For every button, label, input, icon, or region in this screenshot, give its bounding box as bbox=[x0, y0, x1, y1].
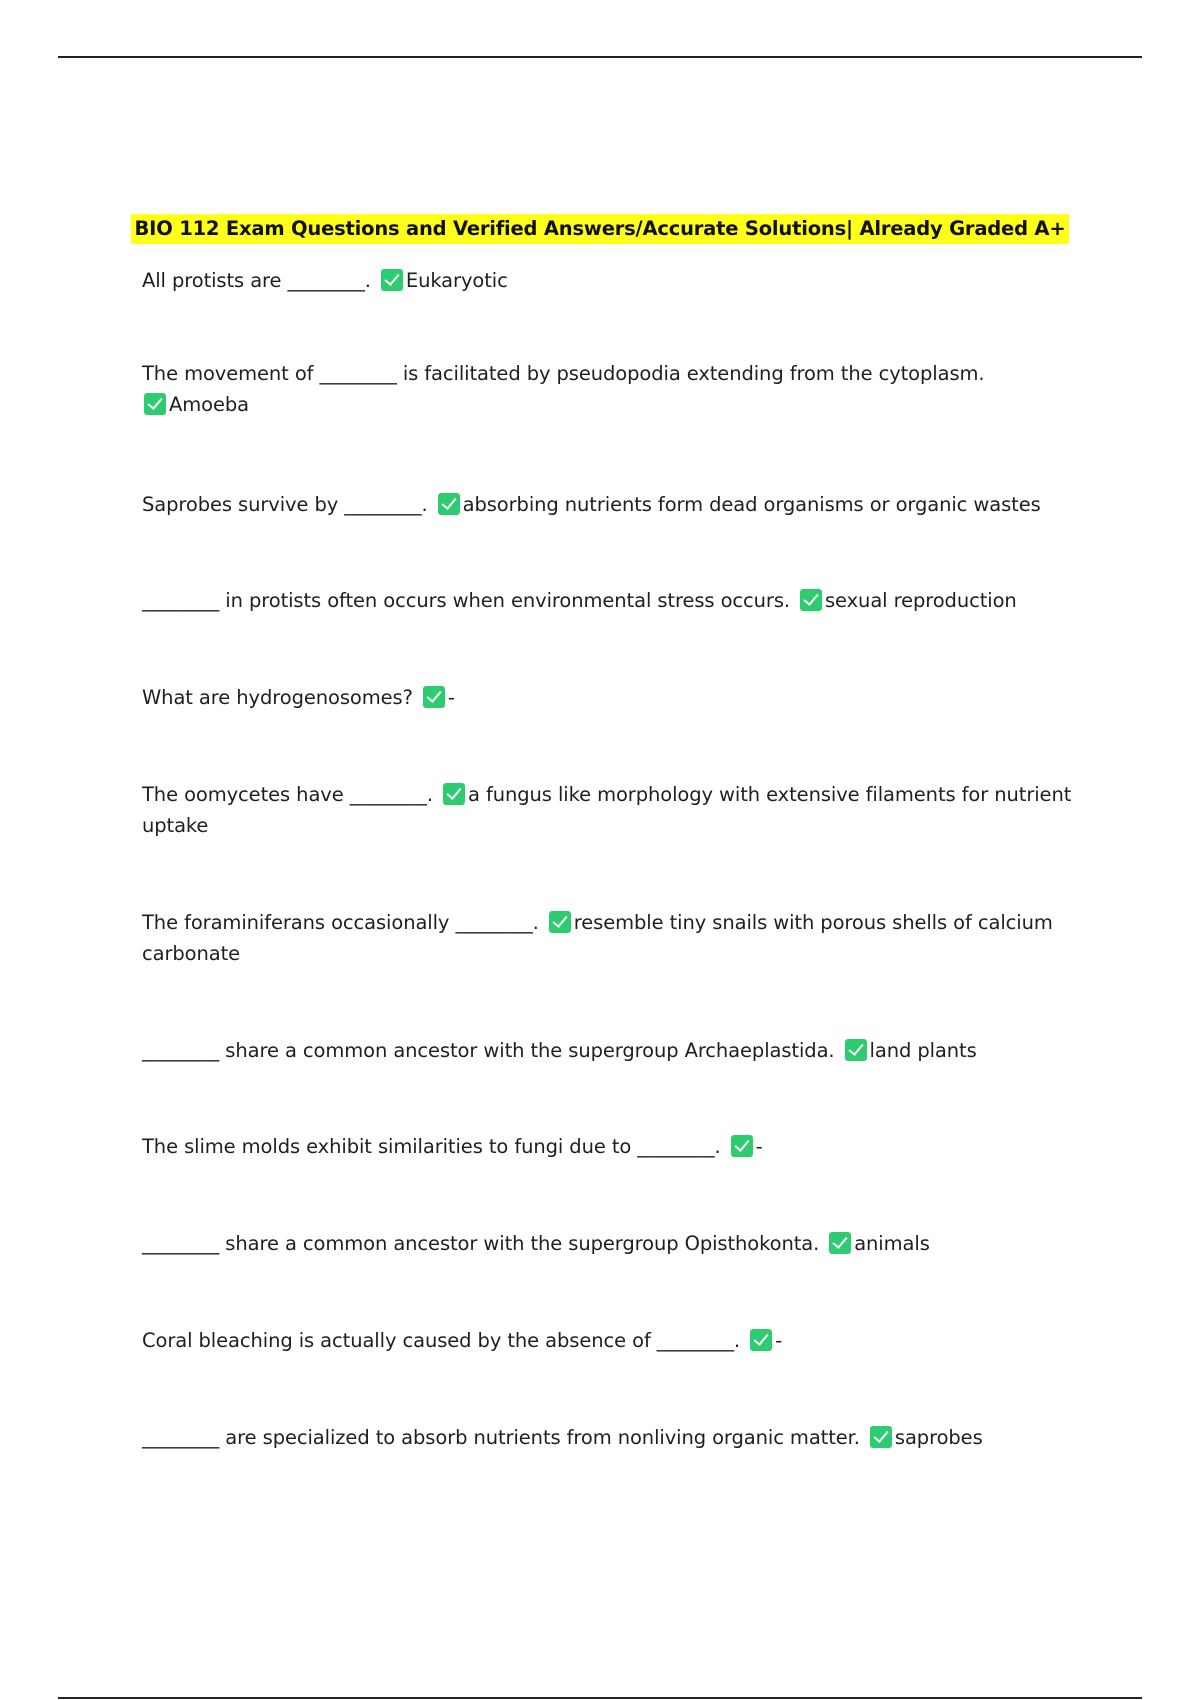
check-mark-icon bbox=[870, 1426, 892, 1448]
question-text: Saprobes survive by ________. bbox=[142, 493, 428, 516]
check-mark-icon bbox=[800, 589, 822, 611]
qa-item bbox=[142, 682, 1082, 713]
answer-text: - bbox=[447, 686, 455, 709]
question-text: Coral bleaching is actually caused by the absence of ________. bbox=[142, 1329, 741, 1352]
question-text: The oomycetes have ________. bbox=[142, 783, 434, 806]
qa-item bbox=[142, 1035, 1082, 1066]
qa-item bbox=[142, 585, 1082, 616]
check-mark-icon bbox=[438, 493, 460, 515]
qa-item bbox=[142, 265, 1082, 296]
question-text: ________ in protists often occurs when environmental stress occurs. bbox=[142, 589, 790, 612]
check-mark-icon bbox=[381, 269, 403, 291]
answer-text: saprobes bbox=[894, 1426, 983, 1449]
question-text: All protists are ________. bbox=[142, 269, 371, 292]
question-text: The foraminiferans occasionally ________. bbox=[142, 911, 539, 934]
qa-item bbox=[142, 907, 1082, 969]
question-text: The movement of ________ is facilitated by pseudopodia extending from the cytoplasm. bbox=[142, 362, 985, 385]
answer-text: animals bbox=[854, 1232, 930, 1255]
question-text: ________ are specialized to absorb nutrients from nonliving organic matter. bbox=[142, 1426, 860, 1449]
check-mark-icon bbox=[423, 686, 445, 708]
check-mark-icon bbox=[750, 1329, 772, 1351]
answer-text: - bbox=[775, 1329, 783, 1352]
answer-text: Eukaryotic bbox=[405, 269, 508, 292]
question-text: ________ share a common ancestor with the supergroup Opisthokonta. bbox=[142, 1232, 820, 1255]
check-mark-icon bbox=[829, 1232, 851, 1254]
qa-item bbox=[142, 489, 1082, 520]
answer-text: Amoeba bbox=[169, 393, 249, 416]
top-rule bbox=[58, 56, 1142, 58]
check-mark-icon bbox=[549, 911, 571, 933]
qa-item bbox=[142, 1325, 1082, 1356]
qa-item bbox=[142, 1422, 1082, 1453]
qa-item bbox=[142, 358, 1082, 420]
answer-text: sexual reproduction bbox=[825, 589, 1017, 612]
qa-item bbox=[142, 1131, 1082, 1162]
question-text: The slime molds exhibit similarities to fungi due to ________. bbox=[142, 1135, 721, 1158]
check-mark-icon bbox=[845, 1039, 867, 1061]
answer-text: - bbox=[755, 1135, 763, 1158]
answer-text: a fungus like morphology with extensive filaments for nutrient uptake bbox=[142, 783, 1072, 837]
title-container bbox=[0, 214, 1200, 244]
check-mark-icon bbox=[144, 393, 166, 415]
check-mark-icon bbox=[443, 783, 465, 805]
check-mark-icon bbox=[731, 1135, 753, 1157]
answer-text: resemble tiny snails with porous shells of calcium carbonate bbox=[142, 911, 1053, 965]
question-text: What are hydrogenosomes? bbox=[142, 686, 413, 709]
qa-item bbox=[142, 779, 1082, 841]
document-title: BIO 112 Exam Questions and Verified Answers/Accurate Solutions| Already Graded A+ bbox=[131, 214, 1070, 244]
answer-text: land plants bbox=[869, 1039, 977, 1062]
question-text: ________ share a common ancestor with the supergroup Archaeplastida. bbox=[142, 1039, 835, 1062]
bottom-rule bbox=[58, 1697, 1142, 1699]
answer-text: absorbing nutrients form dead organisms or organic wastes bbox=[462, 493, 1041, 516]
qa-item bbox=[142, 1228, 1082, 1259]
